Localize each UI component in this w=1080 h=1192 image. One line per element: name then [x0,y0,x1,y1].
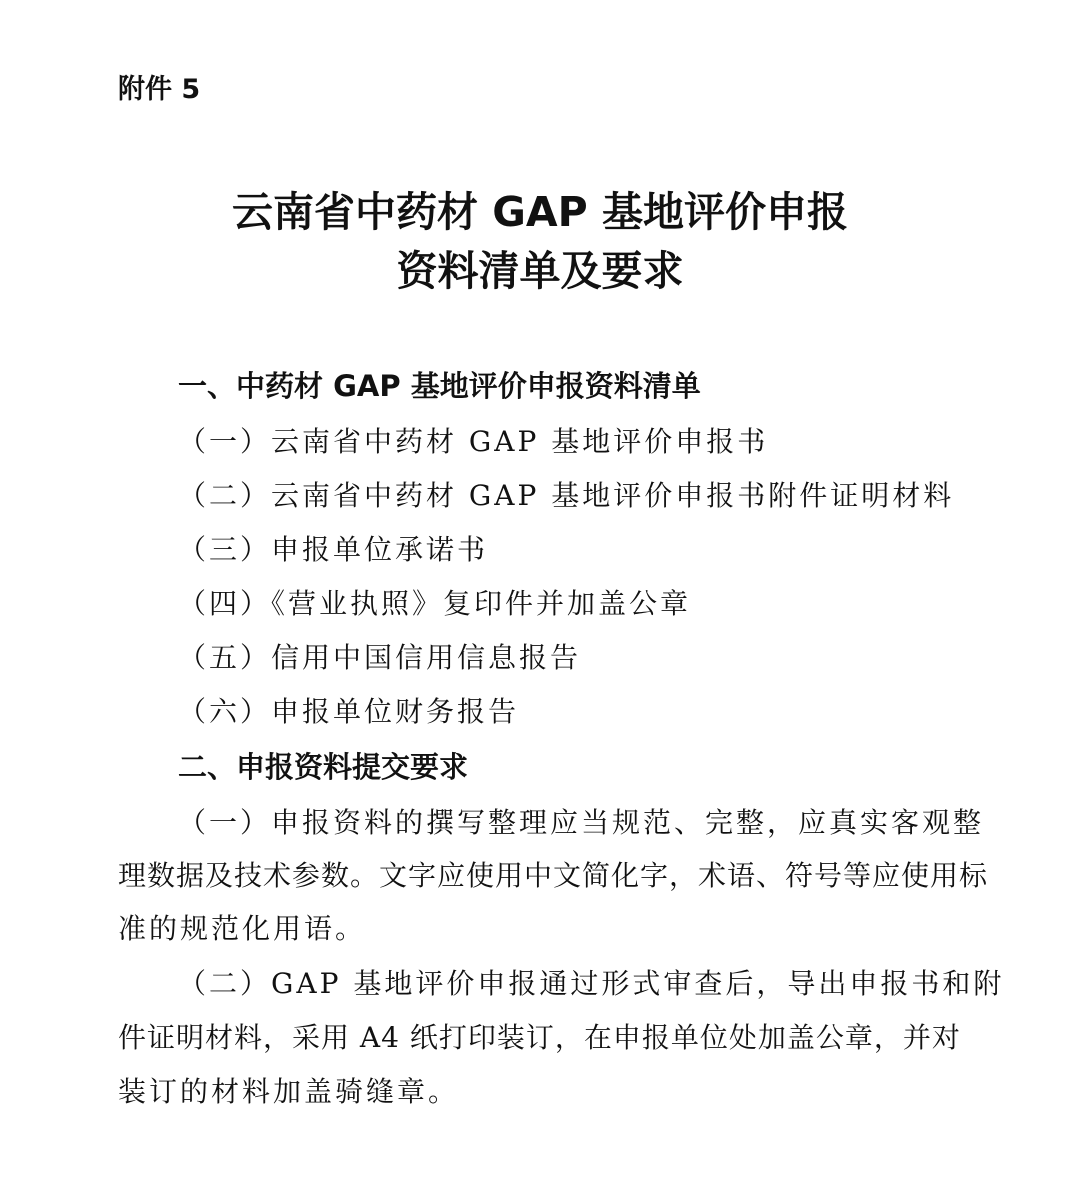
list-item: （二）云南省中药材 GAP 基地评价申报书附件证明材料 [178,479,955,512]
list-item: （六）申报单位财务报告 [178,695,520,728]
list-item: （五）信用中国信用信息报告 [178,641,582,674]
attachment-label: 附件 5 [118,74,201,105]
document-title-line-2: 资料清单及要求 [396,247,684,295]
list-item: （三）申报单位承诺书 [178,533,489,566]
paragraph-2-line-1: （二）GAP 基地评价申报通过形式审查后，导出申报书和附 [178,967,1005,1000]
list-item: （一）云南省中药材 GAP 基地评价申报书 [178,425,769,458]
document-title-line-1: 云南省中药材 GAP 基地评价申报 [232,188,848,236]
section-1-heading: 一、中药材 GAP 基地评价申报资料清单 [178,369,701,403]
paragraph-2-line-3: 装订的材料加盖骑缝章。 [118,1075,460,1108]
paragraph-1-line-3: 准的规范化用语。 [118,912,367,945]
section-2-heading: 二、申报资料提交要求 [178,750,469,784]
paragraph-1-line-2: 理数据及技术参数。文字应使用中文简化字，术语、符号等应使用标 [118,859,989,892]
list-item: （四）《营业执照》复印件并加盖公章 [178,587,692,620]
paragraph-1-line-1: （一）申报资料的撰写整理应当规范、完整，应真实客观整 [178,806,985,839]
paragraph-2-line-2: 件证明材料，采用 A4 纸打印装订，在申报单位处加盖公章，并对 [118,1021,961,1054]
